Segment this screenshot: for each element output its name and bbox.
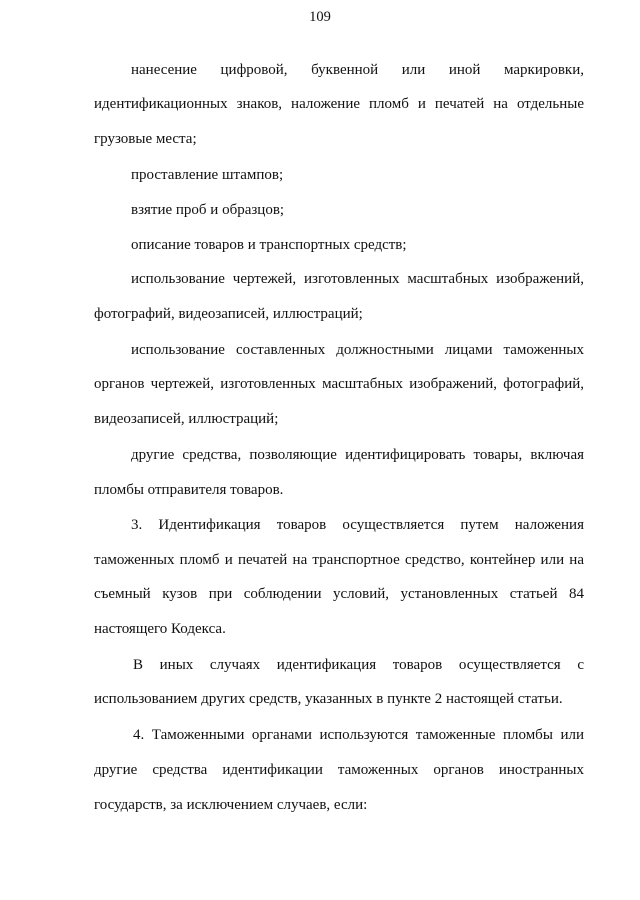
text-line: описание товаров и транспортных средств; [131,237,407,253]
text-line: фотографий, видеозаписей, иллюстраций; [94,306,363,322]
page-number: 109 [309,9,331,25]
text-line: взятие проб и образцов; [131,202,285,218]
text-line: грузовые места; [94,131,197,147]
text-line: использованием других средств, указанных в пункте 2 настоящей статьи. [94,691,563,707]
text-line: нанесение цифровой, буквенной или иной маркировки, [131,62,584,78]
text-line: идентификационных знаков, наложение пломб и печатей на отдельные [94,96,584,112]
text-line: пломбы отправителя товаров. [94,482,284,498]
text-line: настоящего Кодекса. [94,621,226,637]
text-line: проставление штампов; [131,167,284,183]
text-line: использование чертежей, изготовленных масштабных изображений, [131,271,584,287]
text-line: съемный кузов при соблюдении условий, установленных статьей 84 [94,586,584,602]
text-line: государств, за исключением случаев, если: [94,797,368,813]
text-line: использование составленных должностными лицами таможенных [131,342,584,358]
text-line: органов чертежей, изготовленных масштабных изображений, фотографий, [94,376,584,392]
text-line: другие средства, позволяющие идентифицировать товары, включая [131,447,584,463]
text-line: В иных случаях идентификация товаров осуществляется с [133,657,584,673]
text-line: 3. Идентификация товаров осуществляется путем наложения [131,517,584,533]
text-line: 4. Таможенными органами используются таможенные пломбы или [133,727,584,743]
text-line: видеозаписей, иллюстраций; [94,411,279,427]
text-line: другие средства идентификации таможенных органов иностранных [94,762,584,778]
text-line: таможенных пломб и печатей на транспортное средство, контейнер или на [94,552,584,568]
